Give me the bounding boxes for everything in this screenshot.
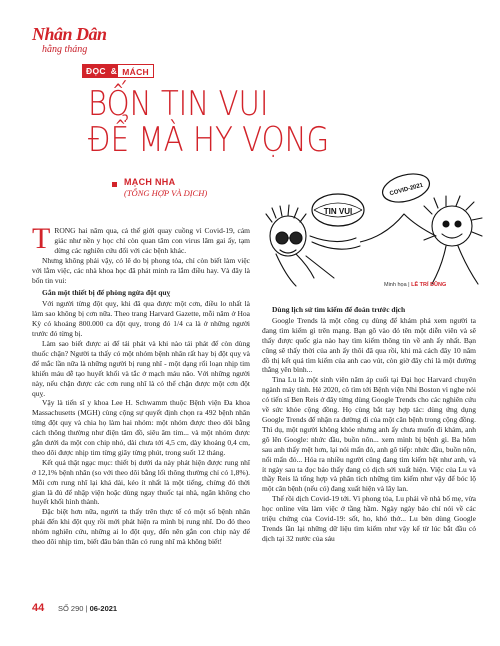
illustration-label-2: COVID-2021 (389, 182, 424, 198)
credit-name: LÊ TRÍ DŨNG (411, 282, 447, 288)
brand-subtitle: hằng tháng (42, 44, 88, 55)
section-tag-part2: MÁCH (118, 64, 154, 78)
article-paragraph: Google Trends là một công cụ dùng để khám phá xem người ta đang tìm kiếm gì trên mạng. Bạn gõ vào đó tên một diễn viên và sẽ thấy được quốc gia nào hay tìm kiếm thông tin về anh ấy nhất. Bạn cũng sẽ thấy thời của anh ấy thôi đã qua rồi, khi mà cách đây 10 năm đồ thị kết quả tìm kiếm của anh cao vút, còn giờ đây chỉ là một đường thẳng yên bình... (262, 315, 476, 375)
article-headline (88, 86, 329, 158)
issue-prefix: SỐ 290 | (58, 604, 88, 613)
article-paragraph: Làm sao biết được ai để tái phát và khi nào tái phát để còn dùng thuốc chặn? Người ta thấy có một nhóm bệnh nhân rất hay bị đột quỵ và để mắc lần nữa là những người bị rung nhĩ - một dạng rối loạn nhịp tim khiến máu dễ tạo huyết khối và tắc ở mạch máu não. Với những người này, nếu chặn được các cơn rung nhĩ là có thể chặn được một cơn đột quỵ. (32, 338, 250, 398)
article-paragraph: Nhưng không phải vậy, có lẽ do bị phong tỏa, chỉ còn biết làm việc với lằm việc, các nhà khoa học đã phát minh ra lắm điều hay. Và đây là bốn tin vui: (32, 255, 250, 285)
headline-line-1: BỐN TIN VUI (88, 84, 269, 124)
subheading-2: Dùng lịch sử tìm kiếm để đoán trước dịch (272, 305, 406, 314)
drop-cap: T (32, 222, 51, 255)
article-illustration (256, 166, 486, 296)
section-tag-amp: & (110, 66, 118, 76)
article-paragraph (32, 222, 250, 256)
article-paragraph: Thế rồi dịch Covid-19 tới. Vì phong tỏa, Lu phải về nhà bố mẹ, vừa học online vừa làm việc ở tầng hầm. Ngày ngày báo chí nói về các triệu chứng của Covid-19: sốt, ho, khó thở... Lu bèn dùng Google Trends lần lại những dữ liệu tìm kiếm như vậy kể từ lúc bắt đầu có dịch tại 32 nước của sáu (262, 494, 476, 543)
article-paragraph: Với người từng đột quỵ, khi đã qua được một cơn, điều lo nhất là làm sao không bị cơn nữa. Theo trang Harvard Gazette, mỗi năm ở Hoa Kỳ có khoảng 800.000 ca đột quỵ, trong đó 1/4 ca là ở những người trước đó từng bị. (32, 299, 250, 339)
article-paragraph: Đặc biệt hơn nữa, người ta thấy trên thực tế có một số bệnh nhân phải đến khi đột quỵ rồi mới phát hiện ra mình bị rung nhĩ. Do đó theo nhóm nghiên cứu, những ai lo đột quỵ, đến nên gắn con chip này để theo dõi nhịp tim, biết đâu bản thân có rung nhĩ mà không biết! (32, 507, 250, 547)
subheading-1: Gắn một thiết bị để phòng ngừa đột quỵ (42, 288, 171, 298)
author-name: MẠCH NHA (124, 177, 176, 187)
issue-info (58, 604, 117, 613)
brand-logo (32, 24, 112, 68)
credit-prefix: Minh họa | (384, 282, 410, 288)
author-bullet-icon (112, 182, 117, 187)
author-note: (TỔNG HỢP VÀ DỊCH) (124, 188, 208, 198)
illustration-label-1: TIN VUI (323, 207, 353, 216)
section-tag (82, 64, 154, 78)
article-column-right (262, 302, 476, 544)
headline-line-2: ĐỂ MÀ HY VỌNG (88, 120, 330, 160)
article-column-left (32, 222, 250, 547)
article-paragraph: Vậy là tiến sĩ y khoa Lee H. Schwamm thuộc Bệnh viện Đa khoa Massachusetts (MGH) cùng cộng sự quyết định chọn ra 492 bệnh nhân từng đột quỵ và chia họ làm hai nhóm: một nhóm được theo dõi bằng cách thông thường như điện tâm đồ, siêu âm tim... và một nhóm được gắn dưới da một con chip nhỏ, dài chưa tới 4,5 cm, dày khoảng 0,4 cm, theo dõi được nhịp tim từng giây từng phút, trong suốt 12 tháng. (32, 398, 250, 457)
article-paragraph: Kết quả thật ngạc mục: thiết bị dưới da này phát hiện được rung nhĩ ở 12,1% bệnh nhân (so với theo dõi bằng lối thông thường chỉ có 1,8%). Mỗi cơn rung nhĩ lại khá dài, kéo ít nhất là một tiếng, chừng đó thời gian là đủ để nhập viện hoặc dùng ngay thuốc tại nhà, ngăn không cho huyết khối hình thành. (32, 457, 250, 507)
brand-name: Nhân Dân (32, 24, 107, 44)
page-number: 44 (32, 602, 45, 614)
section-tag-part1: ĐỌC (82, 64, 110, 78)
paragraph-text: RONG hai năm qua, cả thế giới quay cuồng vì Covid-19, cảm giác như nền y học chỉ còn quan tâm con virus lăm gai ấy, tạm dừng các nghiên cứu đối với các bệnh khác. (54, 226, 250, 255)
article-paragraph: Tina Lu là một sinh viên năm áp cuối tại Đại học Harvard chuyên ngành máy tính. Hè 2020, cô tìm tới Bệnh viện Nhi Boston vì nghe nói có tiến sĩ Ben Reis ở đây từng dùng Google Trends cho các nghiên cứu về sức khỏe cộng đồng. Họ cùng bắt tay hợp tác: dùng ứng dụng Google Trends để nhận ra đường đi của một căn bệnh trong cộng đồng. Thì dụ, một người không khỏe nhưng anh ấy chưa muốn đi khám, anh gõ lên Google: nhức đầu, buồn nôn... xem mình bị bệnh gì. Ba hôm sau anh thấy mệt hơn, lại nói mấn đỏ, anh gõ tiếp: nhức đầu, buồn nôn, nổi mẩn đỏ... Hóa ra nhiều người cũng đang tìm kiếm hệt như anh, và ít ngày sau ta đọc báo thấy đang có dịch sởi xuất hiện. Việc của Lu và thầy Reis là tổng hợp và phân tích những tìm kiếm như vậy để bóc lộ một căn bệnh (nếu có) đang xuất hiện và lây lan. (262, 375, 476, 494)
illustration-credit (384, 282, 446, 288)
page-footer (32, 602, 472, 616)
issue-date: 06-2021 (89, 604, 118, 613)
